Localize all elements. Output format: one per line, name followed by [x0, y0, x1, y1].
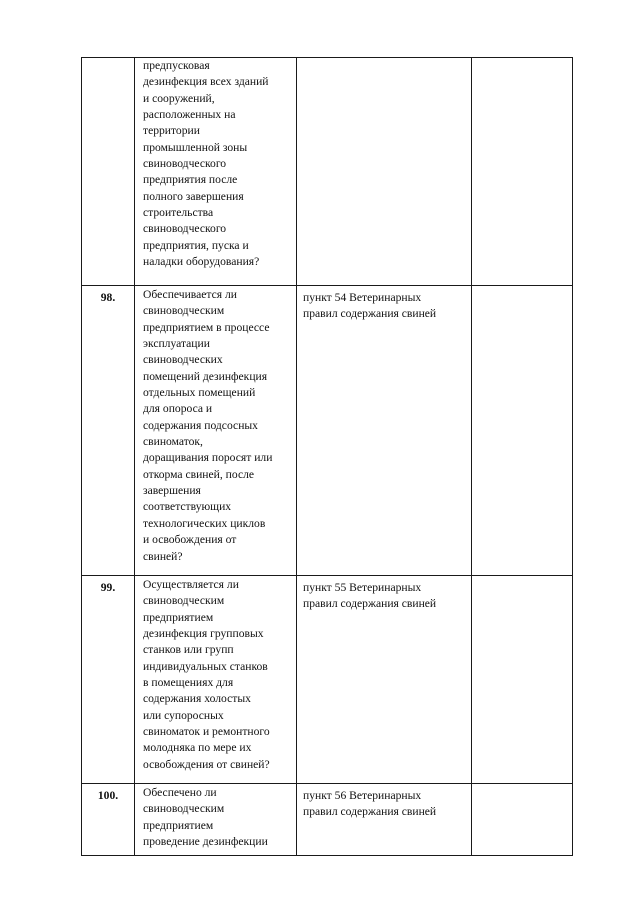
reference-cell: [297, 58, 472, 286]
notes-cell: [472, 576, 573, 784]
question-cell: [135, 286, 297, 576]
question-line: наладки оборудования?: [143, 255, 260, 269]
question-line: откорма свиней, после: [143, 467, 255, 481]
question-line: Обеспечивается ли: [143, 288, 237, 301]
question-line: свиноводческим: [143, 304, 225, 318]
question-line: и освобождения от: [143, 533, 237, 547]
question-line: в помещениях для: [143, 676, 234, 690]
reference-line: правил содержания свиней: [303, 805, 437, 819]
row-number-cell: 100.: [82, 784, 135, 856]
question-line: технологических циклов: [143, 516, 266, 530]
question-line: доращивания поросят или: [143, 451, 273, 465]
question-line: свиней?: [143, 549, 183, 563]
question-line: свиноводческих: [143, 353, 223, 367]
question-line: завершения: [143, 484, 201, 498]
question-line: свиноводческим: [143, 802, 225, 816]
question-line: строительства: [143, 206, 214, 220]
question-line: содержания подсосных: [143, 418, 258, 432]
question-line: проведение дезинфекции: [143, 835, 268, 849]
question-line: и сооружений,: [143, 91, 215, 105]
question-line: промышленной зоны: [143, 140, 248, 154]
question-line: расположенных на: [143, 108, 236, 122]
notes-cell: [472, 286, 573, 576]
question-line: освобождения от свиней?: [143, 757, 270, 771]
question-line: свиноводческого: [143, 222, 227, 236]
table-row: [82, 784, 573, 856]
reference-cell: [297, 576, 472, 784]
question-line: соответствующих: [143, 500, 232, 514]
question-line: эксплуатации: [143, 337, 210, 351]
question-line: свиноматок и ремонтного: [143, 725, 270, 739]
question-line: или супоросных: [143, 708, 224, 722]
question-line: содержания холостых: [143, 692, 251, 706]
reference-line: пункт 55 Ветеринарных: [303, 581, 422, 594]
question-line: свиноводческим: [143, 594, 225, 608]
question-line: предприятия после: [143, 173, 238, 187]
question-line: предприятием: [143, 818, 214, 832]
row-number-cell: 98.: [82, 286, 135, 576]
checklist-table: [81, 57, 573, 856]
table-row: [82, 58, 573, 286]
question-line: свиноводческого: [143, 157, 227, 171]
question-cell: [135, 576, 297, 784]
question-line: предприятием в процессе: [143, 320, 270, 334]
reference-line: правил содержания свиней: [303, 597, 437, 611]
reference-line: пункт 56 Ветеринарных: [303, 789, 422, 802]
reference-cell: [297, 286, 472, 576]
question-line: территории: [143, 124, 200, 138]
table-row: [82, 576, 573, 784]
question-line: свиноматок,: [143, 435, 203, 449]
question-line: предприятием: [143, 610, 214, 624]
question-line: индивидуальных станков: [143, 659, 268, 673]
question-line: дезинфекция всех зданий: [143, 75, 269, 89]
question-line: дезинфекция групповых: [143, 627, 264, 641]
reference-line: правил содержания свиней: [303, 307, 437, 321]
question-line: Обеспечено ли: [143, 786, 217, 799]
question-line: предприятия, пуска и: [143, 238, 249, 252]
question-line: станков или групп: [143, 643, 234, 657]
table-row: [82, 286, 573, 576]
reference-cell: [297, 784, 472, 856]
question-cell: [135, 784, 297, 856]
question-cell: [135, 58, 297, 286]
question-line: Осуществляется ли: [143, 578, 239, 591]
notes-cell: [472, 784, 573, 856]
reference-line: пункт 54 Ветеринарных: [303, 291, 422, 304]
question-line: полного завершения: [143, 189, 244, 203]
question-line: отдельных помещений: [143, 386, 256, 400]
notes-cell: [472, 58, 573, 286]
question-line: молодняка по мере их: [143, 741, 252, 755]
question-line: предпусковая: [143, 59, 210, 72]
question-line: помещений дезинфекция: [143, 369, 268, 383]
row-number-cell: [82, 58, 135, 286]
row-number-cell: 99.: [82, 576, 135, 784]
question-line: для опороса и: [143, 402, 213, 416]
